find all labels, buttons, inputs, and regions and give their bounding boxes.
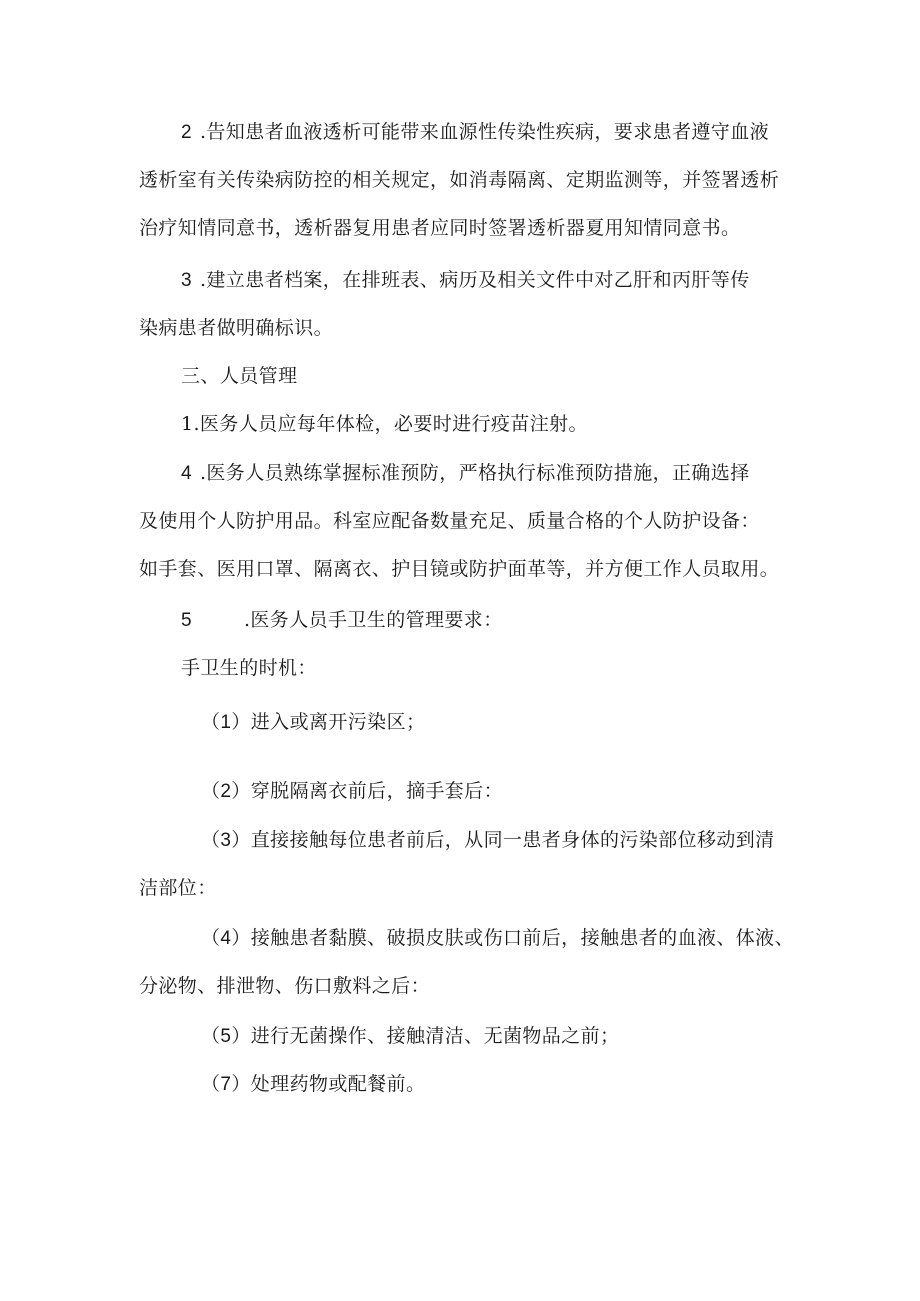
paragraph-number: 3 <box>181 270 192 291</box>
list-item-5 <box>139 1012 799 1060</box>
list-item-number: 7 <box>220 1074 232 1095</box>
list-item-2 <box>139 767 799 815</box>
list-item-number: 1 <box>220 712 232 733</box>
paragraph-line: 3 .建立患者档案，在排班表、病历及相关文件中对乙肝和丙肝等传 <box>139 256 799 304</box>
list-item-1 <box>139 698 799 746</box>
paragraph-2 <box>139 108 799 252</box>
hand-hygiene-timing-heading <box>139 644 799 692</box>
paragraph-5 <box>139 596 799 644</box>
paragraph-line: 染病患者做明确标识。 <box>139 317 334 339</box>
list-item-3 <box>139 816 799 912</box>
list-item-line: （5）进行无菌操作、接触清洁、无菌物品之前； <box>139 1012 799 1060</box>
list-item-line: 分泌物、排泄物、伤口敷料之后： <box>139 975 431 997</box>
paragraph-line: 治疗知情同意书，透析器复用患者应同时签署透析器夏用知情同意书。 <box>139 217 741 239</box>
list-item-line: （2）穿脱隔离衣前后，摘手套后： <box>139 767 799 815</box>
paragraph-line: 4 .医务人员熟练掌握标准预防，严格执行标准预防措施，正确选择 <box>139 449 799 497</box>
list-item-4 <box>139 914 799 1010</box>
paragraph-number: 4 <box>181 463 192 484</box>
paragraph-3 <box>139 256 799 352</box>
paragraph-1-health-check <box>139 400 799 448</box>
section-heading: 三、人员管理 <box>181 365 298 387</box>
list-item-number: 5 <box>220 1026 232 1047</box>
list-item-number: 2 <box>220 781 232 802</box>
list-item-line: （4）接触患者黏膜、破损皮肤或伤口前后，接触患者的血液、体液、 <box>139 914 799 962</box>
paragraph-line: 透析室有关传染病防控的相关规定，如消毒隔离、定期监测等，并签署透析 <box>139 169 780 191</box>
paragraph-line: 及使用个人防护用品。科室应配备数量充足、质量合格的个人防护设备： <box>139 510 760 532</box>
list-item-line: （1）进入或离开污染区； <box>139 698 799 746</box>
list-item-line: （3）直接接触每位患者前后，从同一患者身体的污染部位移动到清 <box>139 816 799 864</box>
list-item-line: 洁部位： <box>139 877 217 899</box>
list-item-line: （7）处理药物或配餐前。 <box>139 1060 799 1108</box>
paragraph-line: 1.医务人员应每年体检，必要时进行疫苗注射。 <box>181 413 588 435</box>
paragraph-number: 2 <box>181 122 192 143</box>
paragraph-line: 如手套、医用口罩、隔离衣、护目镜或防护面革等，并方便工作人员取用。 <box>139 558 780 580</box>
paragraph-4 <box>139 449 799 593</box>
list-item-7 <box>139 1060 799 1108</box>
list-item-number: 3 <box>220 830 232 851</box>
paragraph-number: 5 <box>181 610 192 631</box>
list-item-number: 4 <box>220 928 232 949</box>
paragraph-line: 2 .告知患者血液透析可能带来血源性传染性疾病，要求患者遵守血液 <box>139 108 799 156</box>
paragraph-line: 手卫生的时机： <box>181 657 317 679</box>
paragraph-line: 5 .医务人员手卫生的管理要求： <box>139 596 799 644</box>
section-heading-staff-management <box>139 352 799 400</box>
